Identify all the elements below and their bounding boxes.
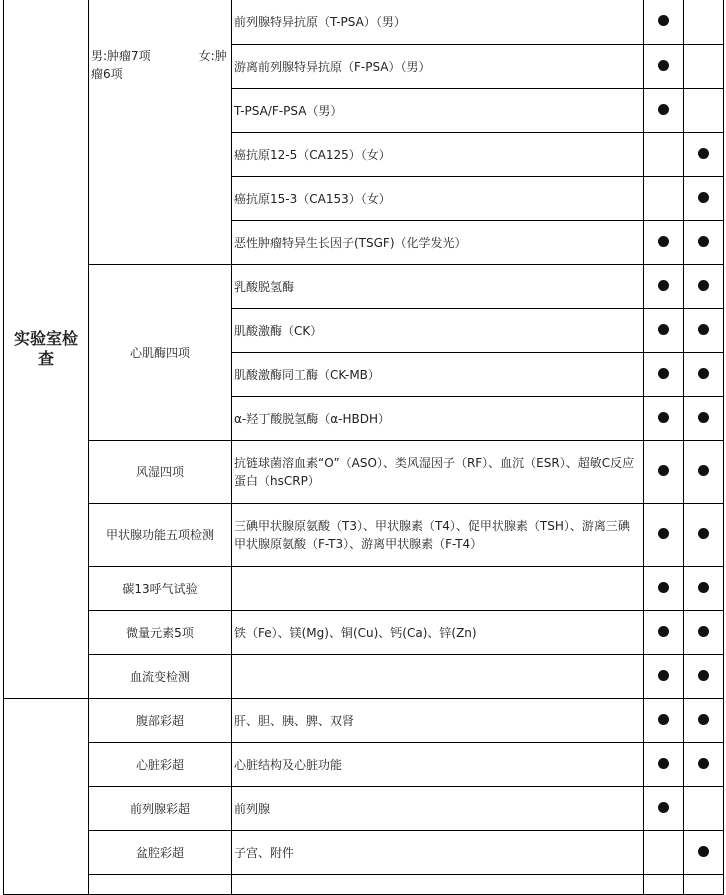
male-mark — [644, 133, 684, 177]
female-mark — [684, 655, 724, 699]
category-imaging — [4, 699, 89, 895]
group-trace: 微量元素5项 — [89, 611, 232, 655]
group-prostate-us: 前列腺彩超 — [89, 787, 232, 831]
male-mark — [644, 397, 684, 441]
female-mark — [684, 397, 724, 441]
included-dot-icon — [658, 368, 669, 379]
male-mark — [644, 831, 684, 875]
table-row — [4, 699, 724, 743]
group-tumor: 男:肿瘤7项 女:肿瘤6项 — [89, 0, 232, 265]
included-dot-icon — [698, 528, 709, 539]
item-cell: 心脏结构及心脏功能 — [232, 743, 644, 787]
item-cell: 铁（Fe）、镁(Mg)、铜(Cu)、钙(Ca)、锌(Zn) — [232, 611, 644, 655]
female-mark — [684, 0, 724, 45]
included-dot-icon — [698, 465, 709, 476]
table-row — [4, 441, 724, 504]
male-mark — [644, 567, 684, 611]
item-cell: 癌抗原12-5（CA125）（女） — [232, 133, 644, 177]
item-cell — [232, 567, 644, 611]
included-dot-icon — [658, 280, 669, 291]
table-row — [4, 567, 724, 611]
male-mark — [644, 441, 684, 504]
included-dot-icon — [698, 758, 709, 769]
table-row — [4, 611, 724, 655]
item-cell: 恶性肿瘤特异生长因子(TSGF)（化学发光） — [232, 221, 644, 265]
table-row — [4, 655, 724, 699]
included-dot-icon — [698, 192, 709, 203]
included-dot-icon — [658, 15, 669, 26]
included-dot-icon — [658, 104, 669, 115]
item-cell: 肌酸激酶同工酶（CK-MB） — [232, 353, 644, 397]
included-dot-icon — [658, 60, 669, 71]
included-dot-icon — [658, 582, 669, 593]
included-dot-icon — [698, 412, 709, 423]
item-cell: 前列腺 — [232, 787, 644, 831]
table-row — [4, 831, 724, 875]
male-mark — [644, 89, 684, 133]
male-mark — [644, 743, 684, 787]
female-mark — [684, 265, 724, 309]
female-mark — [684, 89, 724, 133]
included-dot-icon — [698, 368, 709, 379]
item-cell: 前列腺特异抗原（T-PSA）（男） — [232, 0, 644, 45]
included-dot-icon — [698, 148, 709, 159]
category-lab: 实验室检查 — [4, 0, 89, 699]
item-cell: T-PSA/F-PSA（男） — [232, 89, 644, 133]
item-cell — [232, 655, 644, 699]
included-dot-icon — [698, 626, 709, 637]
item-cell: 乳酸脱氢酶 — [232, 265, 644, 309]
male-mark — [644, 45, 684, 89]
group-abd-us: 腹部彩超 — [89, 699, 232, 743]
included-dot-icon — [698, 670, 709, 681]
item-cell: 肝、胆、胰、脾、双肾 — [232, 699, 644, 743]
included-dot-icon — [658, 626, 669, 637]
included-dot-icon — [658, 528, 669, 539]
male-mark — [644, 353, 684, 397]
male-mark — [644, 265, 684, 309]
female-mark — [684, 221, 724, 265]
included-dot-icon — [658, 802, 669, 813]
female-mark — [684, 699, 724, 743]
group-hemo: 血流变检测 — [89, 655, 232, 699]
female-mark — [684, 133, 724, 177]
female-mark — [684, 353, 724, 397]
group-thyroid: 甲状腺功能五项检测 — [89, 504, 232, 567]
male-mark — [644, 611, 684, 655]
female-mark — [684, 567, 724, 611]
male-mark — [644, 504, 684, 567]
female-mark — [684, 611, 724, 655]
female-mark — [684, 309, 724, 353]
table-row — [4, 0, 724, 45]
included-dot-icon — [658, 465, 669, 476]
included-dot-icon — [698, 714, 709, 725]
item-cell: 癌抗原15-3（CA153）（女） — [232, 177, 644, 221]
included-dot-icon — [698, 236, 709, 247]
item-cell: 子宫、附件 — [232, 831, 644, 875]
table-row — [4, 787, 724, 831]
female-mark — [684, 45, 724, 89]
table-row — [4, 504, 724, 567]
table-row — [4, 265, 724, 309]
female-mark — [684, 441, 724, 504]
item-cell: α-羟丁酸脱氢酶（α-HBDH） — [232, 397, 644, 441]
male-mark — [644, 309, 684, 353]
female-mark — [684, 504, 724, 567]
group-pelvic-us: 盆腔彩超 — [89, 831, 232, 875]
included-dot-icon — [658, 714, 669, 725]
group-heart-us: 心脏彩超 — [89, 743, 232, 787]
group-c13: 碳13呼气试验 — [89, 567, 232, 611]
included-dot-icon — [698, 846, 709, 857]
male-mark — [644, 0, 684, 45]
male-mark — [644, 655, 684, 699]
female-mark — [684, 177, 724, 221]
item-cell: 肌酸激酶（CK） — [232, 309, 644, 353]
male-mark — [644, 787, 684, 831]
item-cell: 游离前列腺特异抗原（F-PSA）（男） — [232, 45, 644, 89]
included-dot-icon — [658, 412, 669, 423]
male-mark — [644, 221, 684, 265]
female-mark — [684, 787, 724, 831]
table-row — [4, 743, 724, 787]
male-mark — [644, 699, 684, 743]
group-cardiac: 心肌酶四项 — [89, 265, 232, 441]
included-dot-icon — [658, 236, 669, 247]
included-dot-icon — [698, 280, 709, 291]
included-dot-icon — [698, 582, 709, 593]
included-dot-icon — [658, 670, 669, 681]
item-cell: 三碘甲状腺原氨酸（T3）、甲状腺素（T4）、促甲状腺素（TSH）、游离三碘甲状腺原氨酸（F-T3）、游离甲状腺素（F-T4） — [232, 504, 644, 567]
male-mark — [644, 177, 684, 221]
item-cell: 抗链球菌溶血素“O”（ASO）、类风湿因子（RF）、血沉（ESR）、超敏C反应蛋白（hsCRP） — [232, 441, 644, 504]
included-dot-icon — [658, 324, 669, 335]
female-mark — [684, 831, 724, 875]
group-rheum: 风湿四项 — [89, 441, 232, 504]
exam-items-table — [3, 0, 724, 895]
included-dot-icon — [698, 324, 709, 335]
female-mark — [684, 743, 724, 787]
included-dot-icon — [658, 758, 669, 769]
